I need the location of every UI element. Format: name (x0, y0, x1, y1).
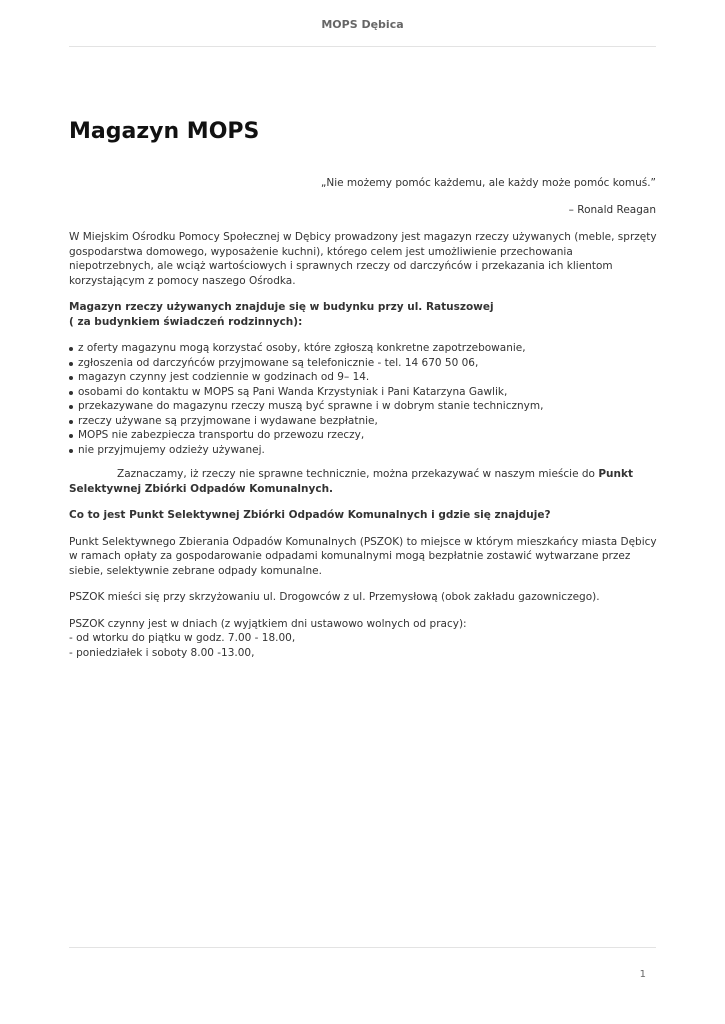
hours-intro: PSZOK czynny jest w dniach (z wyjątkiem dni ustawowo wolnych od pracy): (69, 617, 467, 630)
question-heading: Co to jest Punkt Selektywnej Zbiórki Odpadów Komunalnych i gdzie się znajduje? (69, 509, 551, 521)
note-bold: Punkt Selektywnej Zbiórki Odpadów Komunalnych. (69, 468, 633, 495)
page-title: Magazyn MOPS (69, 119, 260, 144)
list-item: MOPS nie zabezpiecza transportu do przewozu rzeczy, (69, 428, 659, 443)
location-line-1: Magazyn rzeczy używanych znajduje się w budynku przy ul. Ratuszowej (69, 301, 494, 313)
list-item: osobami do kontaktu w MOPS są Pani Wanda Krzystyniak i Pani Katarzyna Gawlik, (69, 385, 659, 400)
location-heading (69, 300, 659, 329)
list-item: nie przyjmujemy odzieży używanej. (69, 443, 659, 458)
list-item: z oferty magazynu mogą korzystać osoby, które zgłoszą konkretne zapotrzebowanie, (69, 341, 659, 356)
rules-list (69, 341, 659, 457)
list-item: zgłoszenia od darczyńców przyjmowane są telefonicznie - tel. 14 670 50 06, (69, 356, 659, 371)
page-header (69, 0, 656, 47)
location-line-2: ( za budynkiem świadczeń rodzinnych): (69, 315, 303, 328)
list-item: rzeczy używane są przyjmowane i wydawane bezpłatnie, (69, 414, 659, 429)
article-body (69, 230, 659, 672)
pszok-hours (69, 617, 659, 661)
hours-line-2: - poniedziałek i soboty 8.00 -13.00, (69, 646, 255, 659)
quote-text: „Nie możemy pomóc każdemu, ale każdy może pomóc komuś.” (320, 177, 656, 189)
site-name: MOPS Dębica (321, 18, 404, 31)
note-paragraph (69, 467, 659, 496)
list-item: magazyn czynny jest codziennie w godzinach od 9– 14. (69, 370, 659, 385)
list-item: przekazywane do magazynu rzeczy muszą być sprawne i w dobrym stanie technicznym, (69, 399, 659, 414)
pszok-location: PSZOK mieści się przy skrzyżowaniu ul. Drogowców z ul. Przemysłową (obok zakładu gazowniczego). (69, 591, 600, 603)
hours-line-1: - od wtorku do piątku w godz. 7.00 - 18.00, (69, 632, 296, 644)
quote-author: – Ronald Reagan (568, 204, 656, 216)
page-footer (69, 947, 656, 948)
intro-paragraph: W Miejskim Ośrodku Pomocy Społecznej w Dębicy prowadzony jest magazyn rzeczy używanych (meble, sprzęty gospodarstwa domowego, wyposażenie kuchni), którego celem jest umożliwienie przechowania niepotrzebnych, ale wciąż wartościowych i sprawnych rzeczy od darczyńców i przekazania ich klientom korzystającym z pomocy naszego Ośrodka. (69, 231, 657, 287)
pszok-description: Punkt Selektywnego Zbierania Odpadów Komunalnych (PSZOK) to miejsce w którym mieszkańcy miasta Dębicy w ramach opłaty za gospodarowanie odpadami komunalnymi mogą bezpłatnie zostawić wytwarzane przez siebie, selektywnie zebrane odpady komunalne. (69, 535, 657, 577)
note-text: Zaznaczamy, iż rzeczy nie sprawne technicznie, można przekazywać w naszym mieście do (117, 468, 599, 480)
page-number: 1 (639, 969, 646, 980)
